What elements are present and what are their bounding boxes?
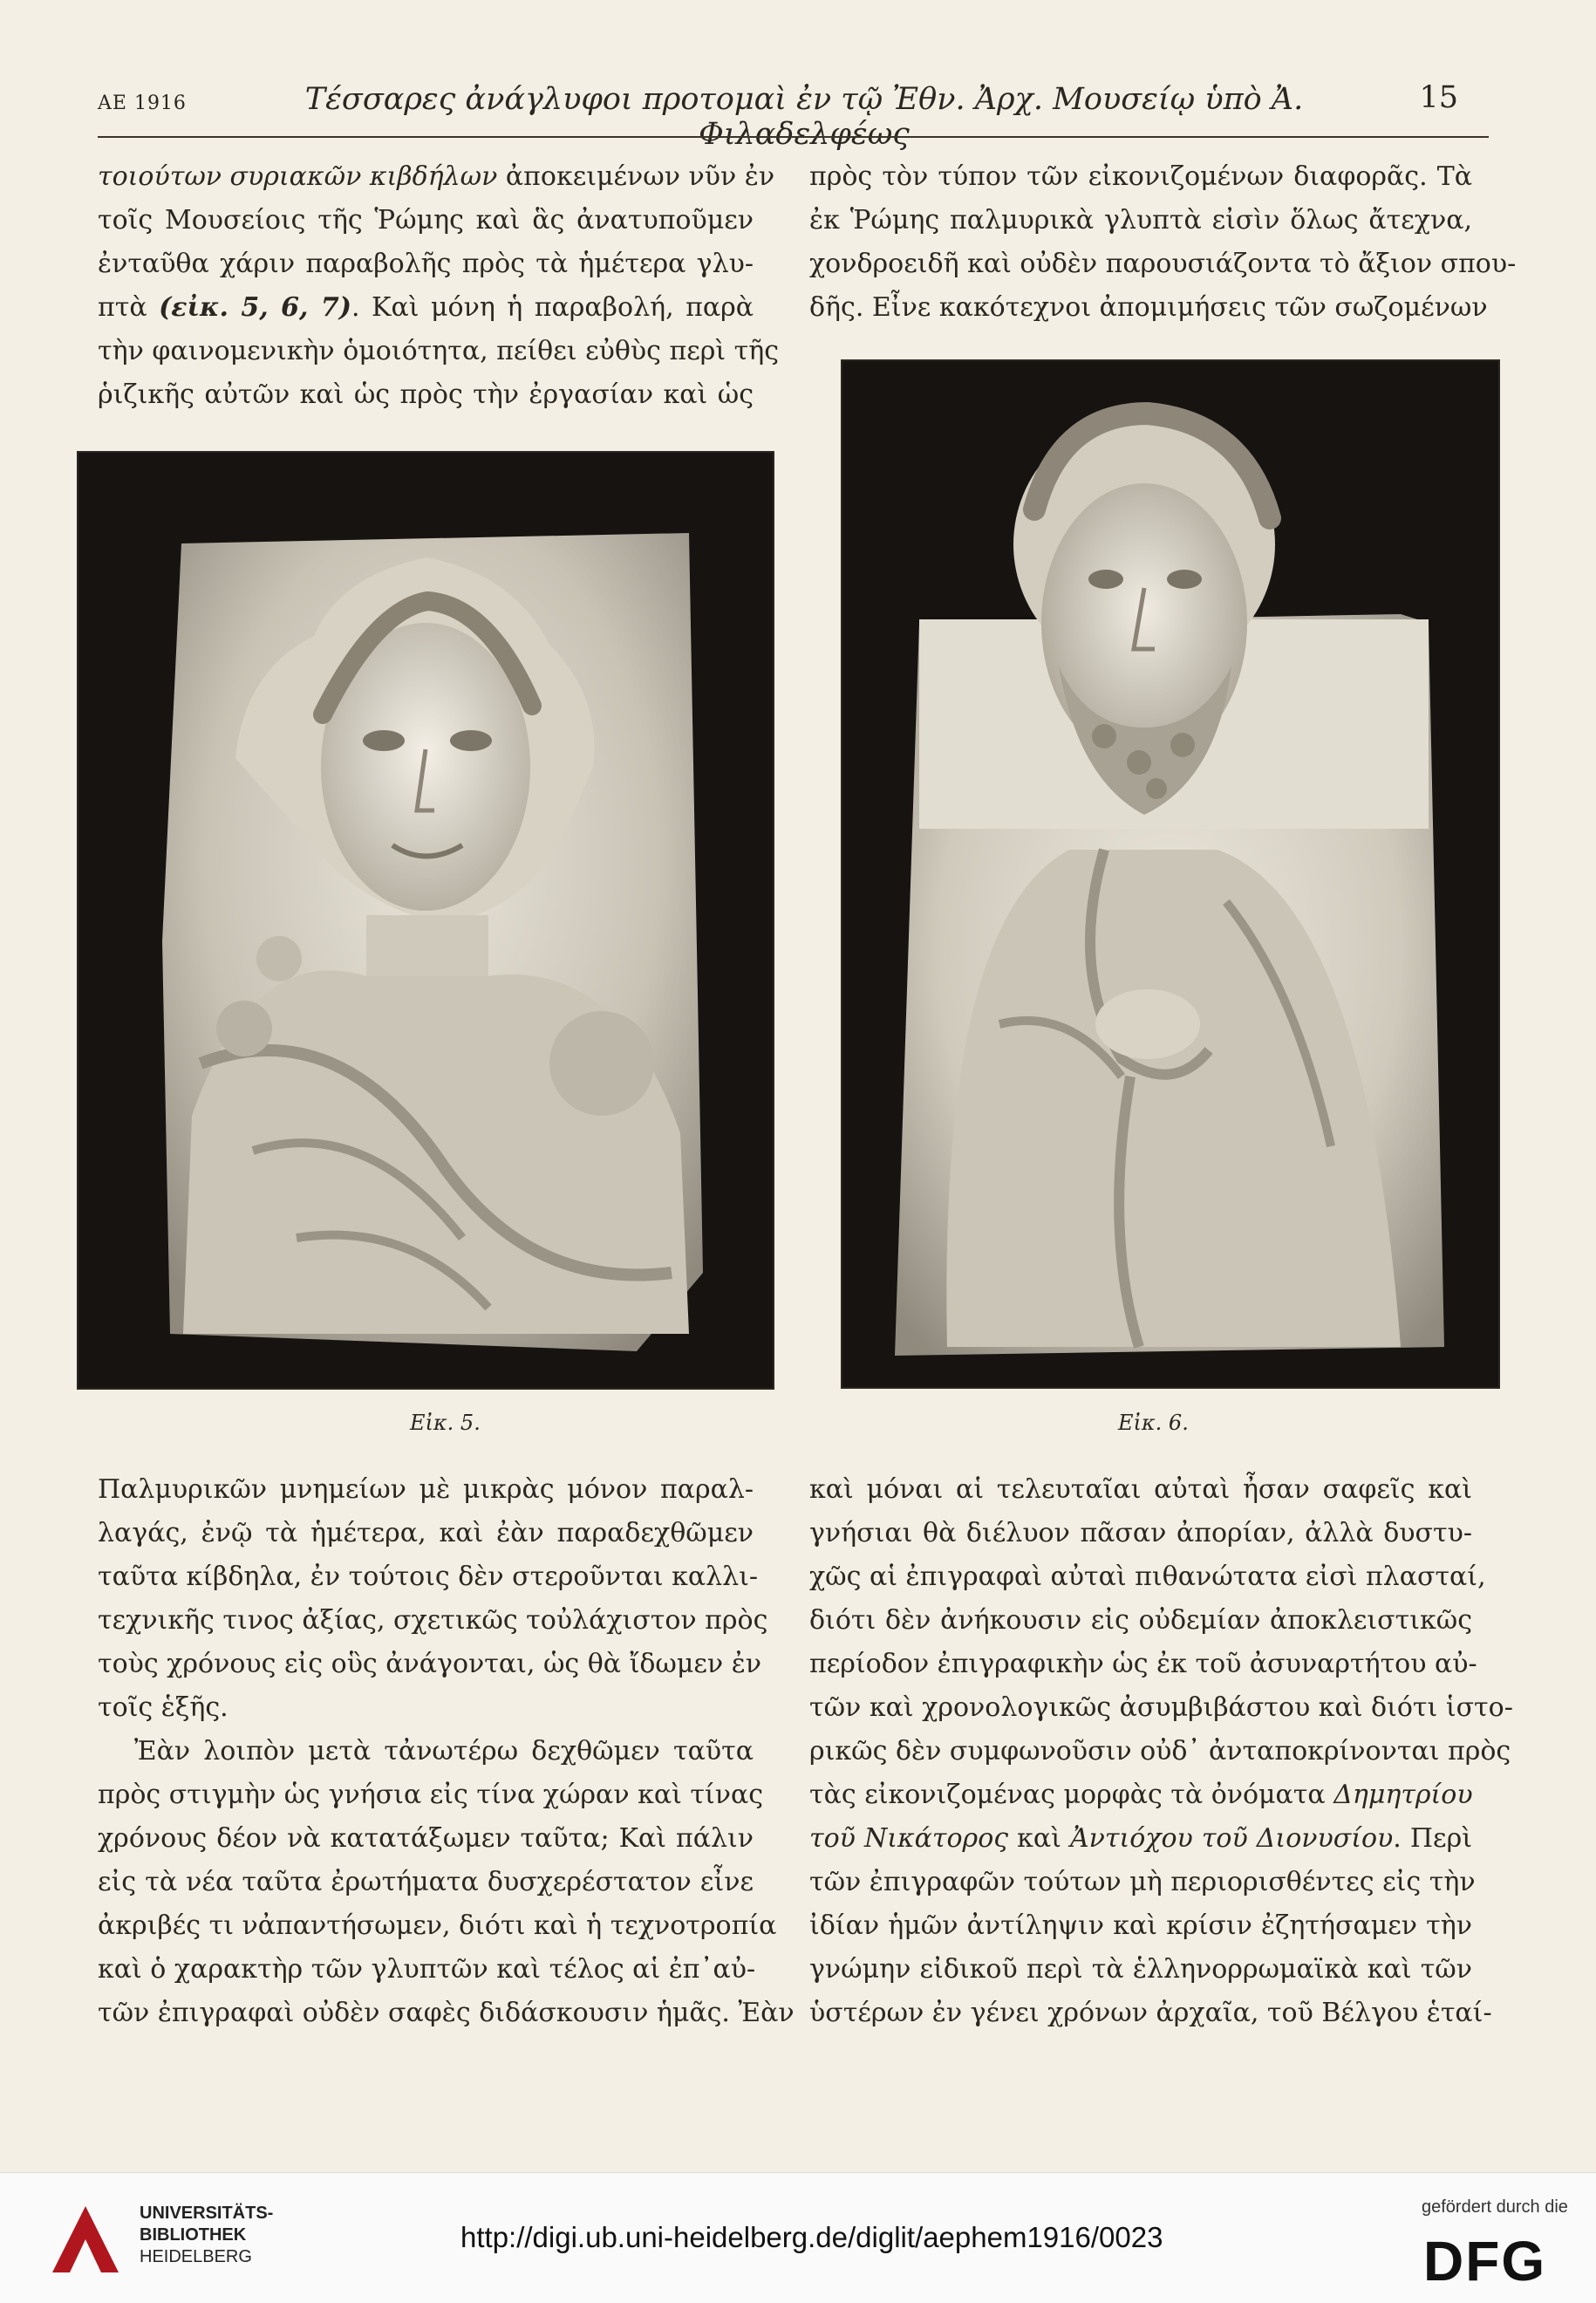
figure-6-photo xyxy=(841,359,1500,1389)
permalink-url[interactable]: http://digi.ub.uni-heidelberg.de/diglit/aephem1916/0023 xyxy=(460,2221,1163,2253)
italic-phrase: τοιούτων συριακῶν κιβδήλων xyxy=(98,161,498,192)
figure-6-caption: Εἰκ. 6. xyxy=(1118,1411,1189,1435)
text-line: ὑστέρων ἐν γένει χρόνων ἀρχαῖα, τοῦ Βέλγου ἑταί- xyxy=(809,1998,1492,2028)
text-line: ῥιζικῆς αὐτῶν καὶ ὡς πρὸς τὴν ἐργασίαν καὶ ὡς xyxy=(98,379,754,410)
text-line: τεχνικῆς τινος ἀξίας, σχετικῶς τοὐλάχιστον πρὸς xyxy=(98,1605,768,1636)
text-line: τῶν ἐπιγραφῶν τούτων μὴ περιορισθέντες εἰς τὴν xyxy=(809,1867,1476,1897)
text-line: ἐνταῦθα χάριν παραβολῆς πρὸς τὰ ἡμέτερα γλυ- xyxy=(98,249,754,279)
text-span: τὰς εἰκονιζομένας μορφὰς τὰ ὀνόματα xyxy=(809,1780,1334,1810)
text-line: ρικῶς δὲν συμφωνοῦσιν οὐδ᾽ ἀνταποκρίνονται πρὸς xyxy=(809,1736,1511,1767)
library-line: HEIDELBERG xyxy=(140,2247,252,2266)
text-line: πρὸς στιγμὴν ὡς γνήσια εἰς τίνα χώραν καὶ τίνας xyxy=(98,1780,764,1810)
text-line: ταῦτα κίβδηλα, ἐν τούτοις δὲν στεροῦνται καλλι- xyxy=(98,1562,759,1592)
text-span: καὶ xyxy=(1008,1823,1070,1854)
text-line xyxy=(809,1817,1472,1861)
text-line: τῶν ἐπιγραφαὶ οὐδὲν σαφὲς διδάσκουσιν ἡμᾶς. Ἐὰν xyxy=(98,1998,795,2028)
text-line: καὶ ὁ χαρακτὴρ τῶν γλυπτῶν καὶ τέλος αἱ ἐπ᾽αὐ- xyxy=(98,1954,756,1985)
text-line: διότι δὲν ἀνήκουσιν εἰς οὐδεμίαν ἀποκλειστικῶς xyxy=(809,1605,1472,1636)
text-line: γνώμην εἰδικοῦ περὶ τὰ ἑλληνορρωμαϊκὰ καὶ τῶν xyxy=(809,1954,1472,1985)
text-line: καὶ μόναι αἱ τελευταῖαι αὐταὶ ἦσαν σαφεῖς καὶ xyxy=(809,1474,1472,1505)
text-line: τὴν φαινομενικὴν ὁμοιότητα, πείθει εὐθὺς περὶ τῆς xyxy=(98,336,780,366)
text-line: ἰδίαν ἡμῶν ἀντίληψιν καὶ κρίσιν ἐζητήσαμεν τὴν xyxy=(809,1910,1472,1941)
text-span: . Καὶ μόνη ἡ παραβολή, παρὰ xyxy=(351,292,754,323)
personal-name: Ἀντιόχου τοῦ Διονυσίου xyxy=(1069,1823,1394,1854)
figure-reference: (εἰκ. 5, 6, 7) xyxy=(159,292,351,323)
text-line: τοῖς Μουσείοις τῆς Ῥώμης καὶ ἃς ἀνατυποῦμεν xyxy=(98,205,754,236)
text-span: ἀποκειμένων νῦν ἐν xyxy=(505,161,775,192)
header-rule xyxy=(98,136,1489,138)
text-line: λαγάς, ἐνῷ τὰ ἡμέτερα, καὶ ἐὰν παραδεχθῶμεν xyxy=(98,1518,754,1548)
library-line: BIBLIOTHEK xyxy=(140,2225,247,2245)
text-line: τοῖς ἑξῆς. xyxy=(98,1692,228,1723)
university-library-name xyxy=(140,2203,273,2268)
page-number: 15 xyxy=(1419,80,1458,115)
text-line xyxy=(809,1773,1472,1817)
text-column-top-left xyxy=(98,155,780,417)
text-line: Ἐὰν λοιπὸν μετὰ τἀνωτέρω δεχθῶμεν ταῦτα xyxy=(134,1736,754,1767)
text-column-top-right xyxy=(809,155,1517,330)
text-column-bottom-left xyxy=(98,1468,795,2035)
text-line: χῶς αἱ ἐπιγραφαὶ αὐταὶ πιθανώτατα εἰσὶ πλασταί, xyxy=(809,1562,1486,1592)
text-line: χονδροειδῆ καὶ οὐδὲν παρουσιάζοντα τὸ ἄξιον σπου- xyxy=(809,249,1517,279)
text-line: γνήσιαι θὰ διέλυον πᾶσαν ἀπορίαν, ἀλλὰ δυστυ- xyxy=(809,1518,1472,1548)
dfg-logo: DFG xyxy=(1423,2230,1547,2293)
figure-5-photo xyxy=(77,451,774,1390)
text-line: Παλμυρικῶν μνημείων μὲ μικρὰς μόνον παραλ- xyxy=(98,1474,754,1505)
university-library-logo-icon xyxy=(44,2197,127,2281)
text-line: δῆς. Εἶνε κακότεχνοι ἀπομιμήσεις τῶν σωζομένων xyxy=(809,292,1488,323)
personal-name: Δημητρίου xyxy=(1333,1780,1473,1810)
text-span: πτὰ xyxy=(98,292,160,323)
personal-name: τοῦ Νικάτορος xyxy=(809,1823,1009,1854)
text-line: πρὸς τὸν τύπον τῶν εἰκονιζομένων διαφορᾶς. Τὰ xyxy=(809,161,1472,192)
text-line: ἀκριβές τι νἀπαντήσωμεν, διότι καὶ ἡ τεχνοτροπία xyxy=(98,1910,777,1941)
text-line: τῶν καὶ χρονολογικῶς ἀσυμβιβάστου καὶ διότι ἱστο- xyxy=(809,1692,1513,1723)
text-column-bottom-right xyxy=(809,1468,1513,2035)
library-line: UNIVERSITÄTS- xyxy=(140,2204,274,2223)
figure-5-caption: Εἰκ. 5. xyxy=(410,1411,481,1435)
relief-female-bust-image xyxy=(78,453,773,1388)
relief-male-bust-image xyxy=(842,361,1498,1387)
text-line: ἐκ Ῥώμης παλμυρικὰ γλυπτὰ εἰσὶν ὅλως ἄτεχνα, xyxy=(809,205,1472,236)
text-line xyxy=(98,155,775,199)
running-header xyxy=(98,77,1458,152)
text-line: τοὺς χρόνους εἰς οὓς ἀνάγονται, ὡς θὰ ἴδωμεν ἐν xyxy=(98,1649,762,1679)
text-span: . Περὶ xyxy=(1393,1823,1472,1854)
running-title: Τέσσαρες ἀνάγλυφοι προτομαὶ ἐν τῷ Ἐθν. Ἀρχ. Μουσείῳ ὑπὸ Ἀ. Φιλαδελφέως xyxy=(304,82,1304,152)
text-line: περίοδον ἐπιγραφικὴν ὡς ἐκ τοῦ ἀσυναρτήτου αὐ- xyxy=(809,1649,1477,1679)
digitization-footer xyxy=(0,2172,1596,2303)
text-line: χρόνους δέον νὰ κατατάξωμεν ταῦτα; Καὶ πάλιν xyxy=(98,1823,754,1854)
funding-note: gefördert durch die xyxy=(1422,2197,1568,2217)
journal-abbrev: ΑΕ 1916 xyxy=(98,92,187,114)
text-line: εἰς τὰ νέα ταῦτα ἐρωτήματα δυσχερέστατον εἶνε xyxy=(98,1867,754,1897)
text-line xyxy=(98,286,754,330)
